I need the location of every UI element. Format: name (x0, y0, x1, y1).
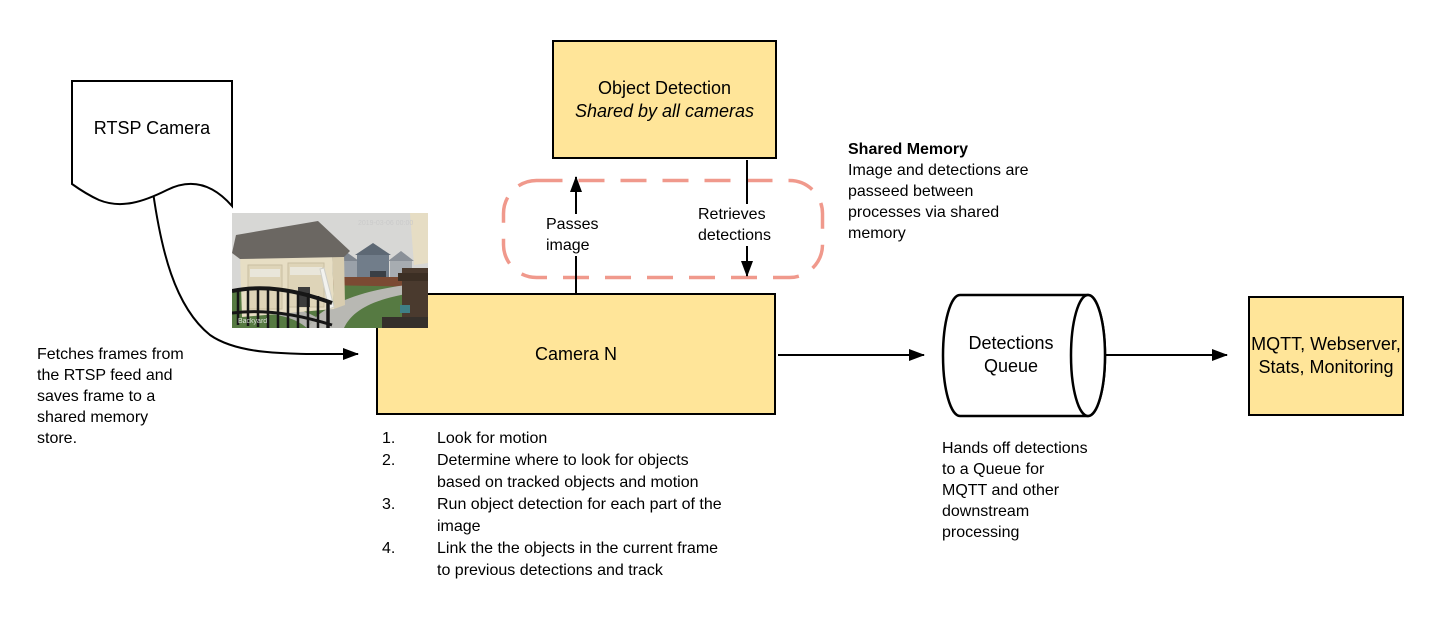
mqtt-node: MQTT, Webserver, Stats, Monitoring (1248, 296, 1404, 416)
detections-queue-label: Detections Queue (968, 333, 1054, 376)
object-detection-title: Object Detection (597, 77, 732, 98)
shared-memory-note-title: Shared Memory (848, 141, 969, 158)
step-item: 2. Determine where to look for objects based on tracked objects and motion (382, 452, 699, 491)
fetches-note: Fetches frames from the RTSP feed and saves frame to a shared memory store. (37, 346, 184, 447)
snapshot-watermark: Backyard (238, 318, 268, 325)
rtsp-camera-node (71, 80, 233, 210)
camera-n-label: Camera N (534, 343, 618, 364)
step-item: 1. Look for motion (382, 430, 548, 447)
snapshot-garage (232, 221, 350, 317)
step-item: 3. Run object detection for each part of the image (382, 496, 722, 535)
camera-snapshot-image (232, 213, 428, 328)
passes-image-label: Passes image (546, 216, 599, 254)
object-detection-node (552, 40, 777, 159)
camera-steps-list (382, 428, 792, 582)
snapshot-timestamp: 2019-03-06 00:00 (358, 220, 414, 227)
shared-memory-note: Shared Memory Image and detections are passeed between processes via shared memory (848, 139, 1078, 244)
retrieves-detections-label: Retrieves detections (698, 206, 771, 244)
object-detection-subtitle: Shared by all cameras (574, 100, 755, 121)
camera-n-node (376, 293, 776, 415)
hands-off-note: Hands off detections to a Queue for MQTT and other downstream processing (942, 440, 1088, 541)
rtsp-camera-label: RTSP Camera (93, 118, 211, 138)
step-item: 4. Link the the objects in the current frame to previous detections and track (382, 540, 719, 579)
